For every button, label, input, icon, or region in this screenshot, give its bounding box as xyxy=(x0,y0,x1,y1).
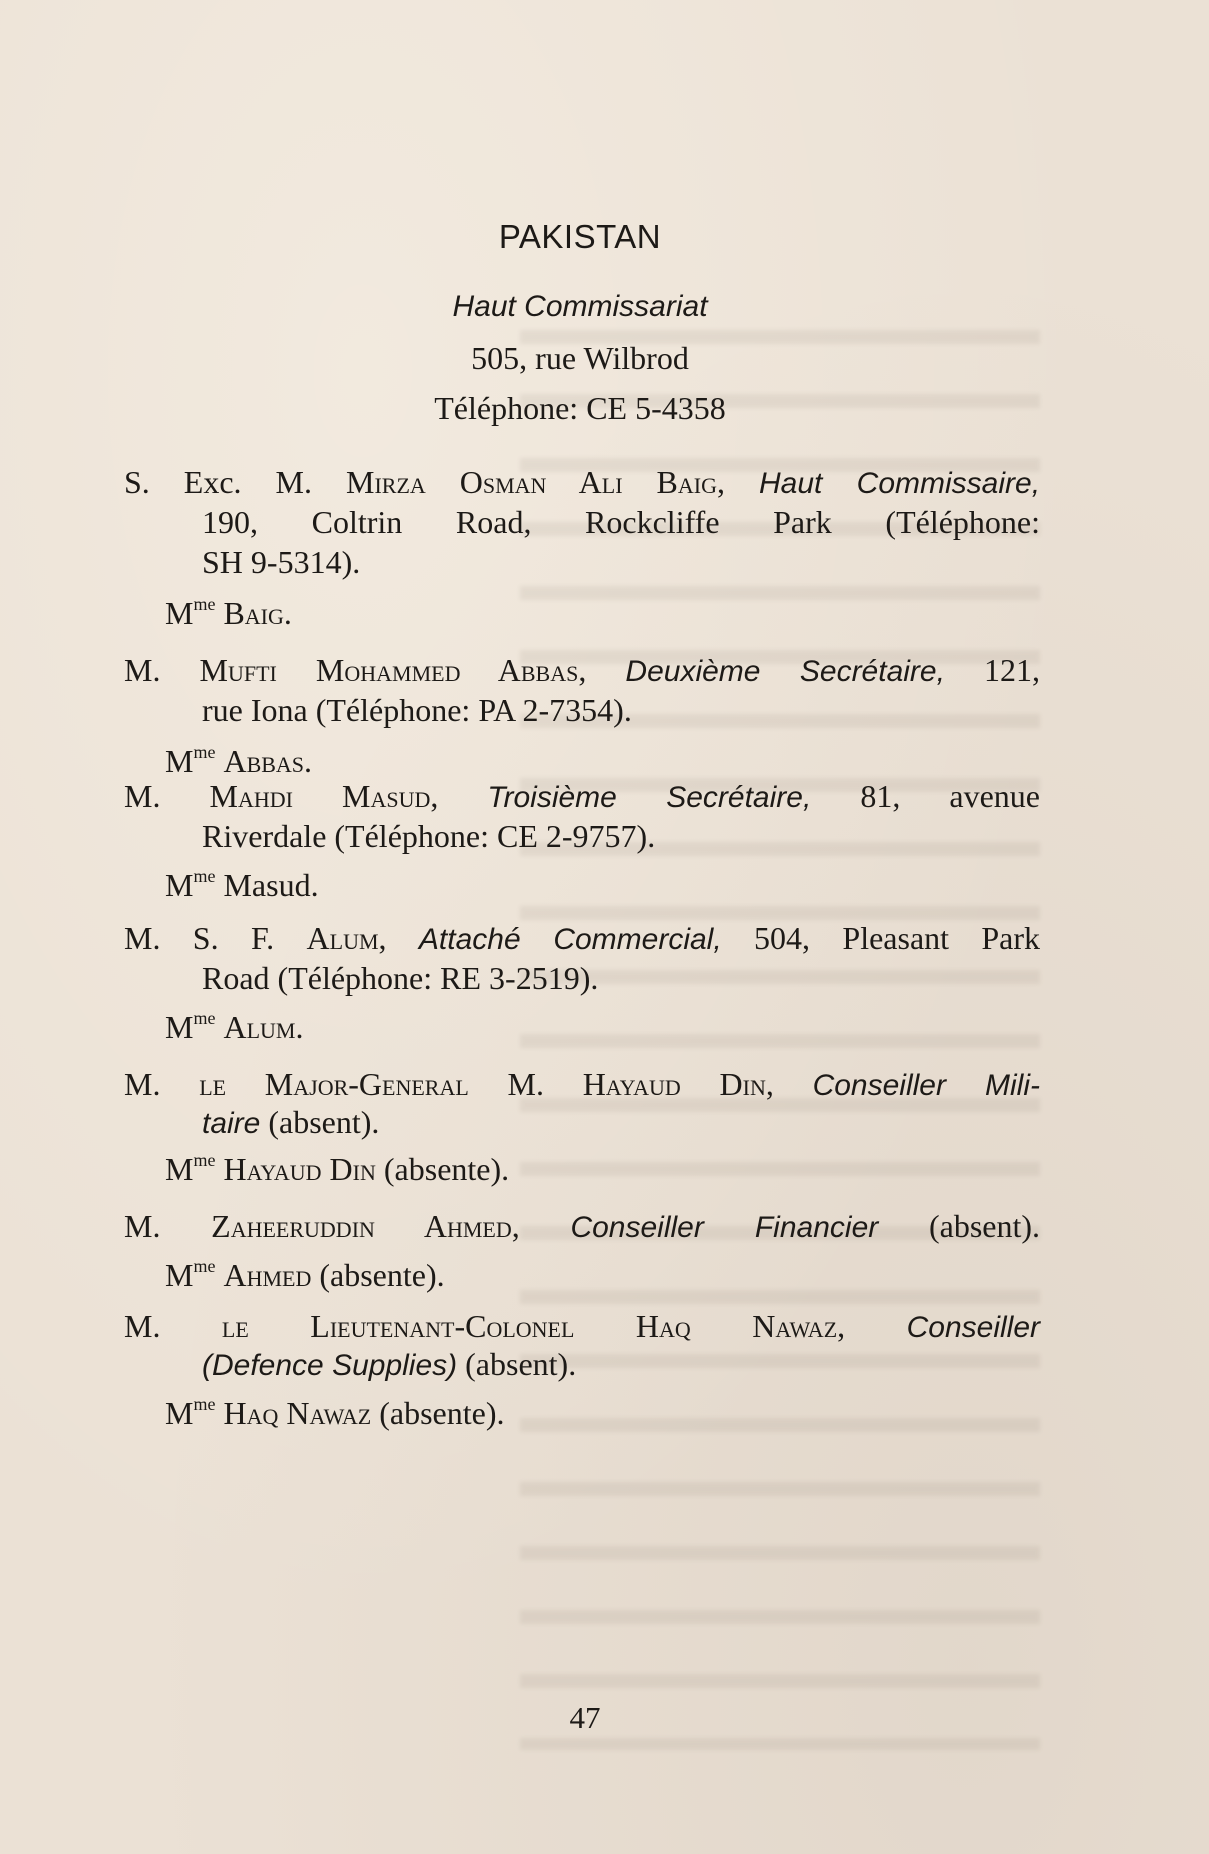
spouse-name: Baig. xyxy=(223,595,292,631)
spouse-sup: me xyxy=(193,866,216,886)
entry-2-spouse xyxy=(165,732,1081,781)
office-name: Haut Commissariat xyxy=(452,290,708,323)
spouse-status: (absente). xyxy=(319,1257,445,1293)
spouse-name: Haq Nawaz xyxy=(223,1395,372,1431)
entry-5-line-2 xyxy=(202,1102,1040,1144)
person-name: le Major-General M. Hayaud Din, xyxy=(199,1066,774,1102)
spouse-name: Hayaud Din xyxy=(223,1151,376,1187)
person-name: Zaheeruddin Ahmed, xyxy=(211,1208,520,1244)
spouse-sup: me xyxy=(193,1256,216,1276)
person-title-cont: (Defence Supplies) xyxy=(202,1349,458,1382)
entry-2-line-1 xyxy=(124,650,1040,692)
entry-2-line-2: rue Iona (Téléphone: PA 2-7354). xyxy=(202,692,632,728)
entry-prefix: M. S. F. xyxy=(124,920,275,956)
entry-4-line-1 xyxy=(124,918,1040,960)
spouse-name: Abbas. xyxy=(223,743,313,779)
spouse-sup: me xyxy=(193,1150,216,1170)
person-title: Haut Commissaire, xyxy=(758,467,1041,500)
entry-prefix: M. xyxy=(124,1208,161,1244)
entry-1-spouse xyxy=(165,584,1081,633)
entry-tail: 121, xyxy=(984,652,1040,688)
person-title: Troisième Secrétaire, xyxy=(487,781,812,814)
entry-prefix: M. xyxy=(124,1066,161,1102)
country-heading: PAKISTAN xyxy=(498,218,662,255)
spouse-sup: me xyxy=(193,742,216,762)
entry-3-spouse xyxy=(165,856,1081,905)
spouse-sup: me xyxy=(193,1394,216,1414)
spouse-sup: me xyxy=(193,1008,216,1028)
entry-4-line-2: Road (Téléphone: RE 3-2519). xyxy=(202,960,599,996)
person-title: Deuxième Secrétaire, xyxy=(625,655,945,688)
entry-6-line-1 xyxy=(124,1206,1040,1248)
office-address: 505, rue Wilbrod xyxy=(471,340,689,376)
entry-tail: 81, avenue xyxy=(860,778,1040,814)
entry-tail: (absent). xyxy=(928,1208,1041,1244)
person-title: Conseiller xyxy=(906,1311,1040,1344)
spouse-prefix: M xyxy=(165,1395,194,1431)
person-title: Conseiller Financier xyxy=(570,1211,879,1244)
person-name: Mahdi Masud, xyxy=(209,778,439,814)
page-number: 47 xyxy=(569,1700,601,1735)
spouse-prefix: M xyxy=(165,595,194,631)
person-name: Mufti Mohammed Abbas, xyxy=(199,652,587,688)
entry-1-line-2: 190, Coltrin Road, Rockcliffe Park (Téléphone: xyxy=(202,504,1040,540)
entry-6-spouse xyxy=(165,1246,1081,1295)
entry-status: (absent). xyxy=(268,1104,380,1140)
entry-tail: 504, Pleasant Park xyxy=(754,920,1041,956)
spouse-sup: me xyxy=(193,594,216,614)
entry-7-line-1 xyxy=(124,1306,1040,1348)
entry-prefix: M. xyxy=(124,1308,161,1344)
entry-7-spouse xyxy=(165,1384,1081,1433)
entry-status: (absent). xyxy=(465,1346,577,1382)
spouse-prefix: M xyxy=(165,743,194,779)
entry-5-spouse xyxy=(165,1140,1081,1189)
spouse-status: (absente). xyxy=(379,1395,505,1431)
entry-5-line-1 xyxy=(124,1064,1040,1106)
entry-prefix: S. Exc. M. xyxy=(124,464,312,500)
spouse-prefix: M xyxy=(165,1151,194,1187)
person-title: Conseiller Mili- xyxy=(812,1069,1041,1102)
spouse-prefix: M xyxy=(165,1257,194,1293)
entry-prefix: M. xyxy=(124,652,161,688)
person-name: le Lieutenant-Colonel Haq Nawaz, xyxy=(221,1308,846,1344)
entry-7-line-2 xyxy=(202,1344,1040,1386)
entry-3-line-2: Riverdale (Téléphone: CE 2-9757). xyxy=(202,818,656,854)
person-name: Mirza Osman Ali Baig, xyxy=(345,464,725,500)
office-phone: Téléphone: CE 5-4358 xyxy=(434,390,726,426)
entry-prefix: M. xyxy=(124,778,161,814)
person-title-cont: taire xyxy=(202,1107,261,1140)
spouse-prefix: M xyxy=(165,1009,194,1045)
spouse-prefix: M xyxy=(165,867,194,903)
entry-4-spouse xyxy=(165,998,1081,1047)
person-name: Alum, xyxy=(306,920,387,956)
spouse-status: (absente). xyxy=(383,1151,510,1187)
entry-1-line-1 xyxy=(124,462,1040,504)
spouse-name: Masud. xyxy=(223,867,319,903)
entry-3-line-1 xyxy=(124,776,1040,818)
person-title: Attaché Commercial, xyxy=(418,923,722,956)
spouse-name: Alum. xyxy=(223,1009,304,1045)
spouse-name: Ahmed xyxy=(223,1257,312,1293)
entry-1-line-3: SH 9-5314). xyxy=(202,544,361,580)
